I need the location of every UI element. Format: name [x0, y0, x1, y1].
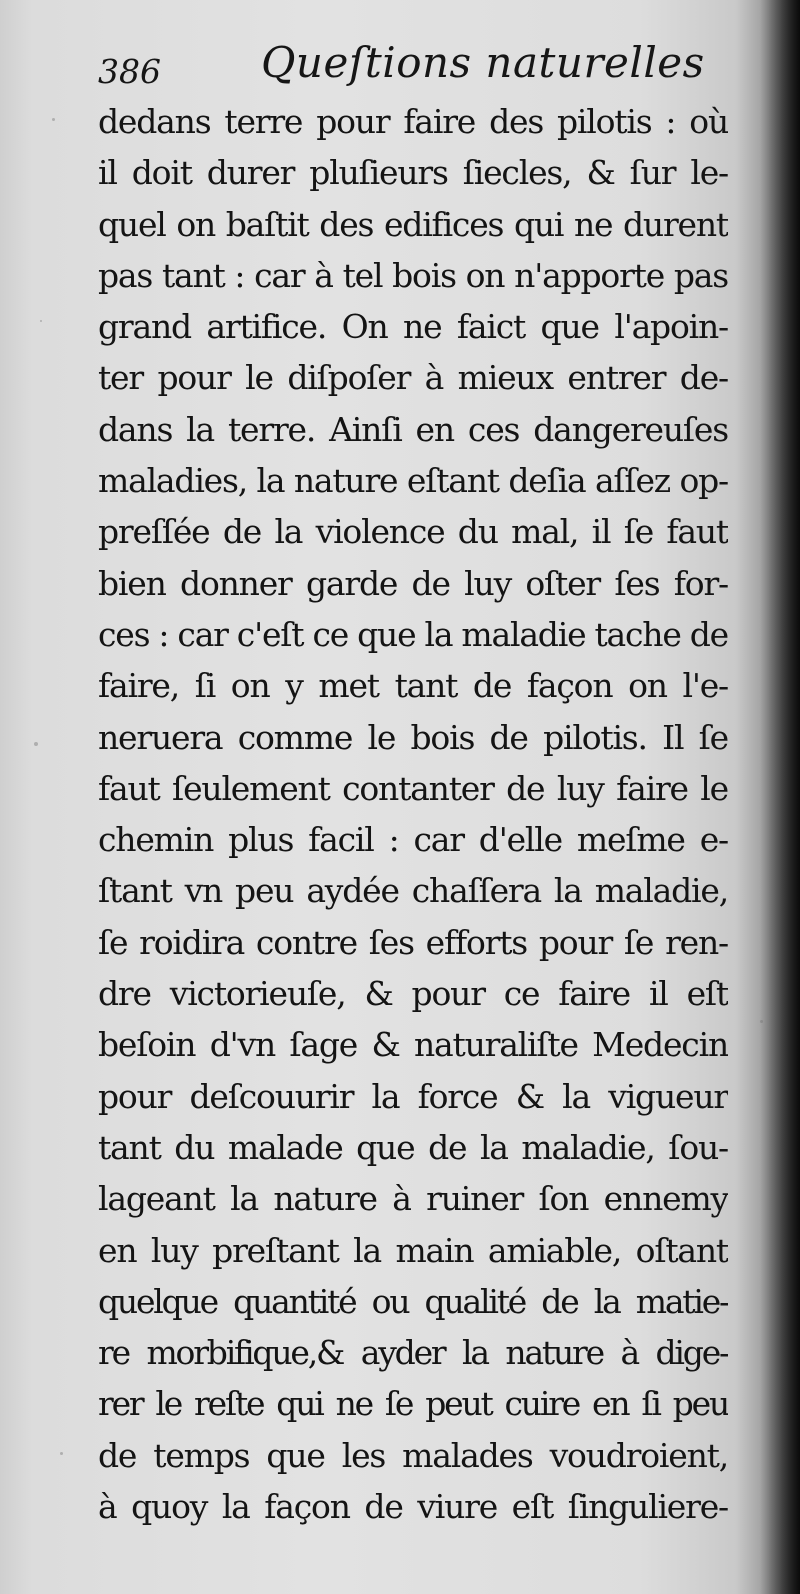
text-line: ſe roidira contre ſes efforts pour ſe ren- [98, 922, 728, 962]
text-line: dans la terre. Ainſi en ces dangereuſes [98, 409, 728, 449]
book-gutter-shadow [760, 0, 800, 1594]
text-line: quelque quantité ou qualité de la matie- [98, 1281, 728, 1321]
text-line: re morbifique,& ayder la nature à dige- [98, 1333, 728, 1373]
text-line: faut ſeulement contanter de luy faire le [98, 768, 728, 808]
text-line: dre victorieuſe, & pour ce faire il eſt [98, 974, 728, 1014]
text-line: grand artifice. On ne faict que l'apoin- [98, 307, 728, 347]
text-line: de temps que les malades voudroient, [98, 1435, 728, 1475]
running-head [96, 22, 736, 102]
paper-speck [52, 118, 55, 121]
text-line: il doit durer pluſieurs ſiecles, & ſur le- [98, 153, 728, 193]
page-number: 386 [98, 52, 161, 91]
text-line: neruera comme le bois de pilotis. Il ſe [98, 717, 728, 757]
text-line: en luy preſtant la main amiable, oſtant [98, 1230, 728, 1270]
text-line: ces : car c'eſt ce que la maladie tache de [98, 614, 728, 654]
text-line: rer le reſte qui ne ſe peut cuire en ſi peu [98, 1384, 728, 1424]
text-line: pour deſcouurir la force & la vigueur [98, 1076, 728, 1116]
text-line: tant du malade que de la maladie, ſou- [98, 1127, 728, 1167]
text-line: dedans terre pour faire des pilotis : où [98, 102, 728, 141]
text-line: lageant la nature à ruiner ſon ennemy [98, 1179, 728, 1219]
text-line: ter pour le diſpoſer à mieux entrer de- [98, 358, 728, 398]
text-line: beſoin d'vn ſage & naturaliſte Medecin [98, 1025, 728, 1065]
text-line: ſtant vn peu aydée chaſſera la maladie, [98, 871, 728, 911]
paper-speck [34, 742, 38, 746]
text-line: quel on baſtit des edifices qui ne durent [98, 204, 728, 244]
text-line: pas tant : car à tel bois on n'apporte pas [98, 255, 728, 295]
text-line: bien donner garde de luy oſter ſes for- [98, 563, 728, 603]
text-line: à quoy la façon de viure eſt ſinguliere- [98, 1487, 728, 1527]
body-text [98, 96, 728, 1532]
paper-speck [40, 320, 42, 322]
paper-speck [60, 1452, 63, 1455]
running-title: Queſtions naturelles [261, 38, 705, 87]
text-line: preſſée de la violence du mal, il ſe faut [98, 512, 728, 552]
text-line: faire, ſi on y met tant de façon on l'e- [98, 666, 728, 706]
text-line: chemin plus facil : car d'elle meſme e- [98, 820, 728, 860]
text-line: maladies, la nature eſtant deſia aſſez op- [98, 461, 728, 501]
